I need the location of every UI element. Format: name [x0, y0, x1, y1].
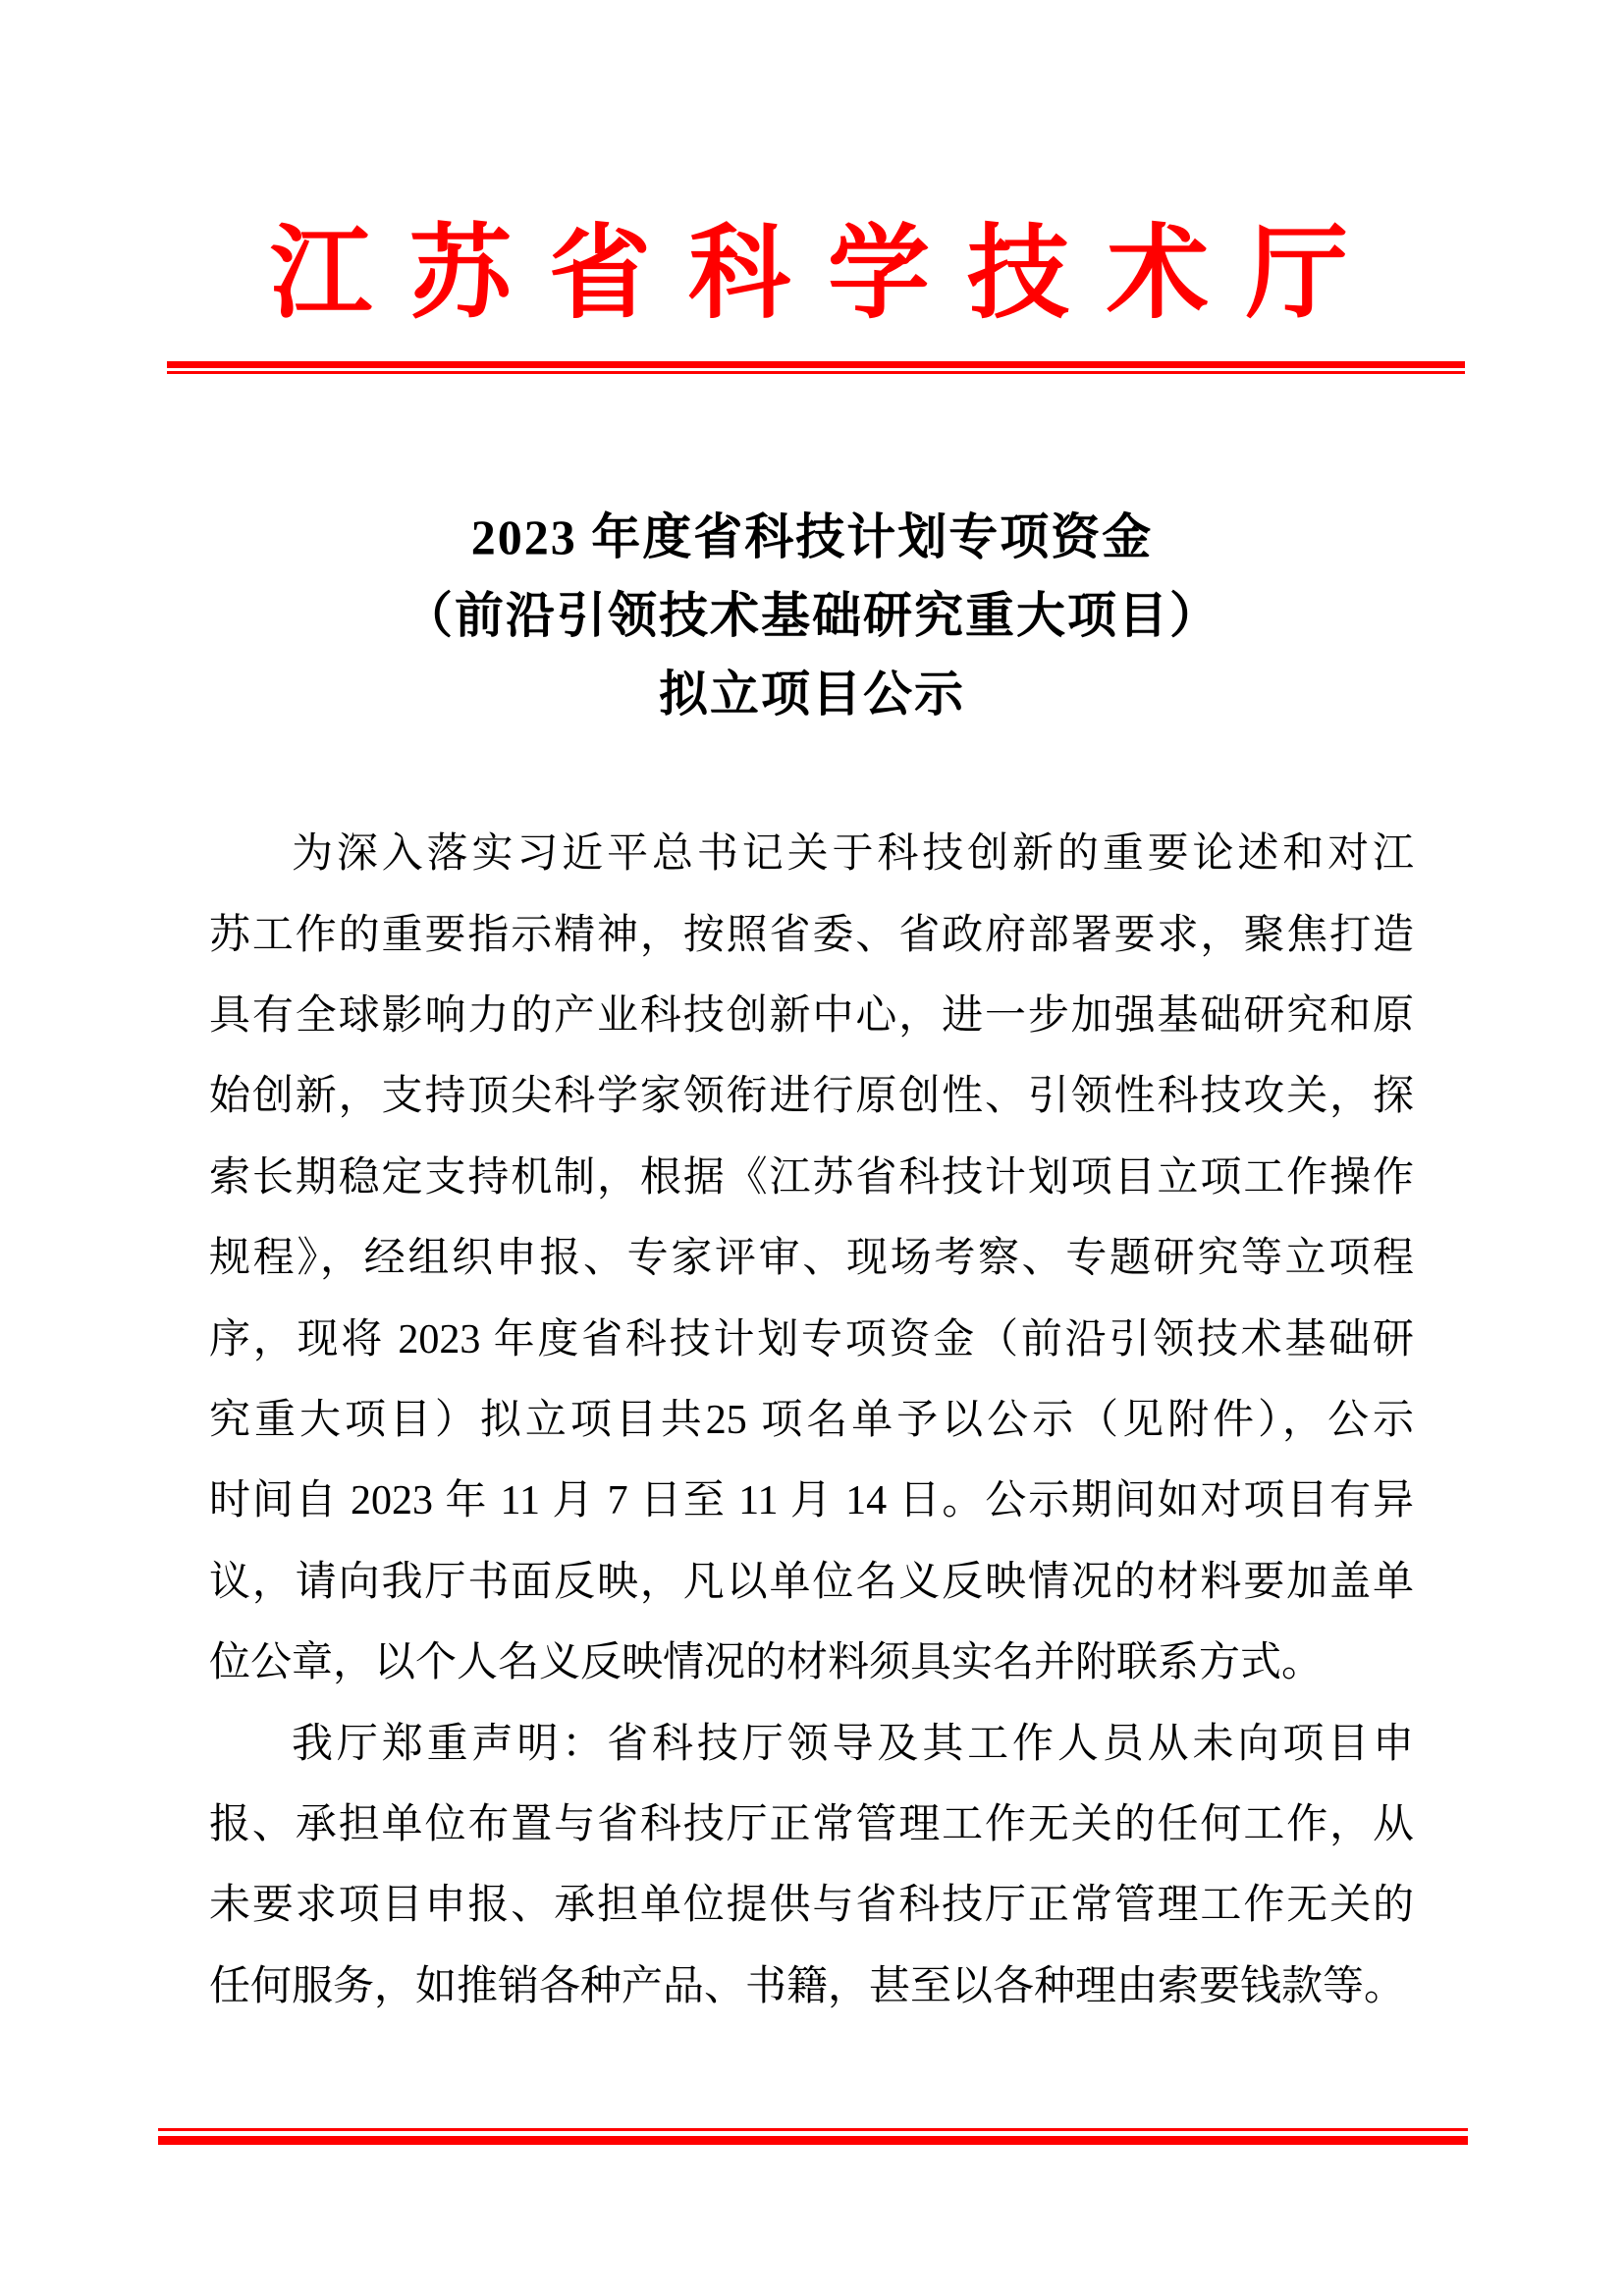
body-line: 苏工作的重要指示精神，按照省委、省政府部署要求，聚焦打造	[209, 912, 1414, 958]
document-title-line-3: 拟立项目公示	[659, 667, 965, 722]
body-line: 序，现将 2023 年度省科技计划专项资金（前沿引领技术基础研	[209, 1316, 1414, 1362]
body-line: 未要求项目申报、承担单位提供与省科技厅正常管理工作无关的	[209, 1883, 1414, 1929]
body-line: 索长期稳定支持机制，根据《江苏省科技计划项目立项工作操作	[209, 1154, 1414, 1201]
body-line: 我厅郑重声明：省科技厅领导及其工作人员从未向项目申	[292, 1721, 1414, 1767]
body-line: 始创新，支持顶尖科学家领衔进行原创性、引领性科技攻关，探	[209, 1074, 1414, 1120]
document-title-line-2: （前沿引领技术基础研究重大项目）	[404, 588, 1220, 644]
double-rule-bottom	[158, 2128, 1468, 2145]
body-line: 时间自 2023 年 11 月 7 日至 11 月 14 日。公示期间如对项目有异	[209, 1478, 1414, 1524]
body-line: 具有全球影响力的产业科技创新中心，进一步加强基础研究和原	[209, 993, 1414, 1039]
document-body	[209, 814, 1414, 2027]
body-line: 规程》，经组织申报、专家评审、现场考察、专题研究等立项程	[209, 1236, 1414, 1282]
body-line: 报、承担单位布置与省科技厅正常管理工作无关的任何工作，从	[209, 1802, 1414, 1848]
rule-top-thick-bar	[167, 361, 1465, 368]
rule-bottom-thick-bar	[158, 2136, 1468, 2145]
body-line: 任何服务，如推销各种产品、书籍，甚至以各种理由索要钱款等。	[209, 1963, 1406, 2009]
double-rule-top	[167, 361, 1465, 374]
document-title	[0, 498, 1624, 733]
paragraph-1	[209, 814, 1414, 1703]
document-title-line-1: 2023 年度省科技计划专项资金	[470, 509, 1154, 565]
rule-top-thin-bar	[167, 371, 1465, 374]
body-line: 位公章，以个人名义反映情况的材料须具实名并附联系方式。	[209, 1640, 1324, 1686]
body-line: 议，请向我厅书面反映，凡以单位名义反映情况的材料要加盖单	[209, 1559, 1414, 1605]
agency-name: 江 苏 省 科 学 技 术 厅	[269, 218, 1354, 331]
red-letterhead	[0, 0, 1624, 331]
body-line: 为深入落实习近平总书记关于科技创新的重要论述和对江	[292, 831, 1414, 878]
paragraph-2	[209, 1704, 1414, 2028]
body-line: 究重大项目）拟立项目共25 项名单予以公示（见附件），公示	[209, 1398, 1414, 1444]
